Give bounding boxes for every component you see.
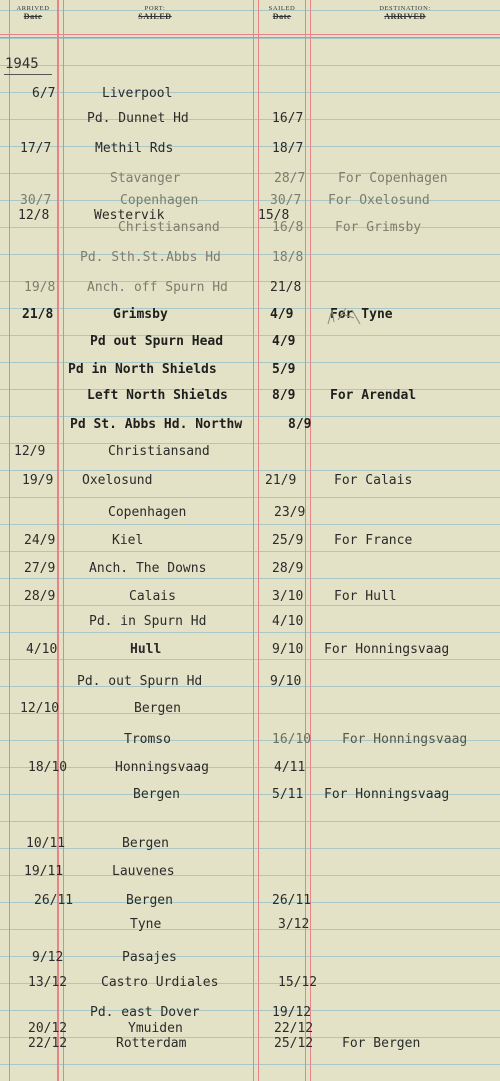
log-entry (0, 280, 500, 300)
sailed-date: 28/9 (272, 561, 304, 576)
log-entry (0, 388, 500, 408)
port-name: Kiel (112, 533, 144, 548)
log-entry (0, 86, 500, 106)
sailed-date: 5/9 (272, 362, 296, 377)
destination: For Grimsby (335, 220, 422, 235)
port-name: Honningsvaag (115, 760, 209, 775)
pencil-scribble-icon (324, 304, 366, 328)
log-entry (0, 701, 500, 721)
arrived-date: 22/12 (28, 1036, 68, 1051)
header-destination-title: DESTINATION: (379, 5, 431, 12)
port-name: Calais (129, 589, 176, 604)
arrived-date: 9/12 (32, 950, 64, 965)
destination: For Honningsvaag (342, 732, 468, 747)
sailed-date: 18/7 (272, 141, 304, 156)
log-entry (0, 307, 500, 327)
log-entry (0, 614, 500, 634)
log-entry (0, 950, 500, 970)
header-destination (340, 5, 470, 21)
port-name: Liverpool (102, 86, 173, 101)
port-name: Oxelosund (82, 473, 153, 488)
destination: For Honningsvaag (324, 787, 450, 802)
port-name: Rotterdam (116, 1036, 187, 1051)
arrived-date: 30/7 (20, 193, 52, 208)
sailed-date: 21/9 (265, 473, 297, 488)
sailed-date: 4/10 (272, 614, 304, 629)
log-entry (0, 642, 500, 662)
port-name: Ymuiden (128, 1021, 183, 1036)
header-arrived-title: ARRIVED (16, 5, 50, 12)
log-entry (0, 732, 500, 752)
arrived-date: 12/9 (14, 444, 46, 459)
arrived-date: 4/10 (26, 642, 58, 657)
arrived-date: 24/9 (24, 533, 56, 548)
log-entry (0, 505, 500, 525)
port-name: Copenhagen (108, 505, 187, 520)
port-name: Tyne (130, 917, 162, 932)
log-entry (0, 334, 500, 354)
arrived-date: 6/7 (32, 86, 56, 101)
port-name: Bergen (133, 787, 180, 802)
arrived-date: 19/11 (24, 864, 64, 879)
sailed-date: 4/11 (274, 760, 306, 775)
destination: For Hull (334, 589, 397, 604)
sailed-date: 15/12 (278, 975, 318, 990)
sailed-date: 15/8 (258, 208, 290, 223)
sailed-date: 25/9 (272, 533, 304, 548)
sailed-date: 5/11 (272, 787, 304, 802)
destination: For Honningsvaag (324, 642, 450, 657)
log-entry (0, 589, 500, 609)
port-name: Pd out Spurn Head (90, 334, 224, 349)
log-entry (0, 760, 500, 780)
log-entry (0, 141, 500, 161)
sailed-date: 9/10 (270, 674, 302, 689)
port-name: Castro Urdiales (101, 975, 219, 990)
port-name: Bergen (126, 893, 173, 908)
log-entry (0, 836, 500, 856)
log-entry (0, 674, 500, 694)
header-arrived-sub: Date (23, 12, 43, 21)
log-entry (0, 975, 500, 995)
sailed-date: 4/9 (270, 307, 294, 322)
sailed-date: 28/7 (274, 171, 306, 186)
sailed-date: 19/12 (272, 1005, 312, 1020)
log-entry (0, 561, 500, 581)
year-underline (4, 74, 52, 75)
header-destination-sub: ARRIVED (384, 12, 426, 21)
header-arrived (8, 5, 58, 21)
sailed-date: 21/8 (270, 280, 302, 295)
port-name: Methil Rds (95, 141, 174, 156)
log-entry (0, 171, 500, 191)
log-entry (0, 444, 500, 464)
arrived-date: 27/9 (24, 561, 56, 576)
sailed-date: 3/12 (278, 917, 310, 932)
sailed-date: 4/9 (272, 334, 296, 349)
log-entry (0, 864, 500, 884)
port-name: Pd. in Spurn Hd (89, 614, 207, 629)
sailed-date: 26/11 (272, 893, 312, 908)
sailed-date: 23/9 (274, 505, 306, 520)
log-entry (0, 362, 500, 382)
sailed-date: 22/12 (274, 1021, 314, 1036)
port-name: Lauvenes (112, 864, 175, 879)
port-name: Christiansand (118, 220, 220, 235)
port-name: Pd. out Spurn Hd (77, 674, 203, 689)
port-name: Bergen (134, 701, 181, 716)
header-port-title: PORT: (144, 5, 166, 12)
sailed-date: 30/7 (270, 193, 302, 208)
port-name: Left North Shields (87, 388, 228, 403)
sailed-date: 18/8 (272, 250, 304, 265)
log-entry (0, 533, 500, 553)
arrived-date: 12/8 (18, 208, 50, 223)
port-name: Westervik (94, 208, 165, 223)
header-rule (0, 34, 500, 35)
port-name: Anch. off Spurn Hd (87, 280, 228, 295)
header-port-sub: SAILED (138, 12, 172, 21)
destination: For France (334, 533, 413, 548)
log-entry (0, 1036, 500, 1056)
arrived-date: 28/9 (24, 589, 56, 604)
arrived-date: 20/12 (28, 1021, 68, 1036)
header-rule (0, 37, 500, 38)
port-name: Bergen (122, 836, 169, 851)
port-name: Tromso (124, 732, 171, 747)
port-name: Pd. Dunnet Hd (87, 111, 189, 126)
log-entry (0, 111, 500, 131)
port-name: Pd St. Abbs Hd. Northw (70, 417, 243, 432)
sailed-date: 9/10 (272, 642, 304, 657)
port-name: Anch. The Downs (89, 561, 207, 576)
port-name: Copenhagen (120, 193, 199, 208)
log-entry (0, 473, 500, 493)
header-port (100, 5, 210, 21)
port-name: Christiansand (108, 444, 210, 459)
destination: For Copenhagen (338, 171, 448, 186)
port-name: Grimsby (113, 307, 168, 322)
destination: For Tyne (330, 307, 393, 322)
arrived-date: 10/11 (26, 836, 66, 851)
sailed-date: 16/10 (272, 732, 312, 747)
log-entry (0, 893, 500, 913)
header-sailed-sub: Date (272, 12, 292, 21)
destination: For Arendal (330, 388, 417, 403)
port-name: Stavanger (110, 171, 181, 186)
sailed-date: 16/7 (272, 111, 304, 126)
port-name: Hull (130, 642, 162, 657)
arrived-date: 19/8 (24, 280, 56, 295)
sailed-date: 3/10 (272, 589, 304, 604)
port-name: Pd. east Dover (90, 1005, 200, 1020)
arrived-date: 18/10 (28, 760, 68, 775)
arrived-date: 17/7 (20, 141, 52, 156)
header-sailed (258, 5, 306, 21)
destination: For Oxelosund (328, 193, 430, 208)
sailed-date: 8/9 (272, 388, 296, 403)
log-entry (0, 220, 500, 240)
arrived-date: 13/12 (28, 975, 68, 990)
arrived-date: 12/10 (20, 701, 60, 716)
sailed-date: 16/8 (272, 220, 304, 235)
destination: For Bergen (342, 1036, 421, 1051)
header-sailed-title: SAILED (268, 5, 296, 12)
sailed-date: 8/9 (288, 417, 312, 432)
arrived-date: 26/11 (34, 893, 74, 908)
arrived-date: 19/9 (22, 473, 54, 488)
sailed-date: 25/12 (274, 1036, 314, 1051)
log-entry (0, 417, 500, 437)
port-name: Pd. Sth.St.Abbs Hd (80, 250, 221, 265)
destination: For Calais (334, 473, 413, 488)
log-entry (0, 250, 500, 270)
port-name: Pd in North Shields (68, 362, 217, 377)
arrived-date: 21/8 (22, 307, 54, 322)
year-label: 1945 (5, 56, 39, 72)
log-entry (0, 917, 500, 937)
port-name: Pasajes (122, 950, 177, 965)
log-entry (0, 787, 500, 807)
